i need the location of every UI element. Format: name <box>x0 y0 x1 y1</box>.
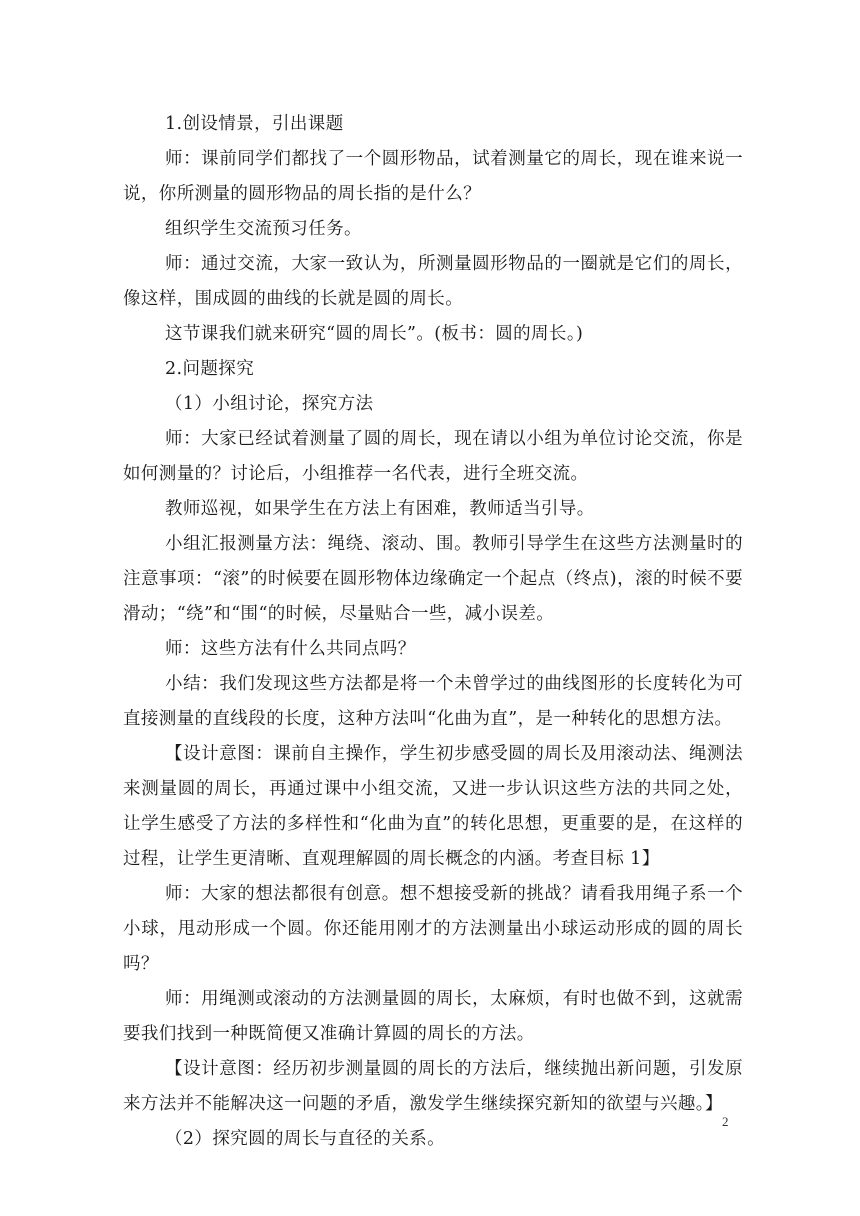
paragraph: 师：课前同学们都找了一个圆形物品，试着测量它的周长，现在谁来说一说，你所测量的圆形物品的周长指的是什么？ <box>123 149 743 204</box>
paragraph-summary: 小结：我们发现这些方法都是将一个未曾学过的曲线图形的长度转化为可直接测量的直线段的长度，这种方法叫“化曲为直”，是一种转化的思想方法。 <box>123 674 743 729</box>
paragraph: 师：用绳测或滚动的方法测量圆的周长，太麻烦，有时也做不到，这就需要我们找到一种既简便又准确计算圆的周长的方法。 <box>123 989 743 1044</box>
paragraph: 组织学生交流预习任务。 <box>165 219 362 239</box>
subheading-group-discussion: （1）小组讨论，探究方法 <box>165 394 374 414</box>
paragraph: 这节课我们就来研究“圆的周长”。(板书：圆的周长。) <box>165 324 584 344</box>
document-body <box>123 107 743 1157</box>
subheading-circumference-diameter: （2）探究圆的周长与直径的关系。 <box>165 1129 446 1149</box>
paragraph: 师：大家已经试着测量了圆的周长，现在请以小组为单位讨论交流，你是如何测量的？讨论后，小组推荐一名代表，进行全班交流。 <box>123 429 743 484</box>
heading-problem-exploration: 2.问题探究 <box>165 359 255 379</box>
paragraph: 师：这些方法有什么共同点吗？ <box>165 639 416 659</box>
paragraph: 师：通过交流，大家一致认为，所测量圆形物品的一圈就是它们的周长，像这样，围成圆的曲线的长就是圆的周长。 <box>123 254 743 309</box>
design-intent-note: 【设计意图：经历初步测量圆的周长的方法后，继续抛出新问题，引发原来方法并不能解决这一问题的矛盾，激发学生继续探究新知的欲望与兴趣。】 <box>123 1059 743 1114</box>
page-number: 2 <box>722 1114 729 1129</box>
heading-create-scenario: 1.创设情景，引出课题 <box>165 114 344 134</box>
design-intent-note: 【设计意图：课前自主操作，学生初步感受圆的周长及用滚动法、绳测法来测量圆的周长，再通过课中小组交流，又进一步认识这些方法的共同之处，让学生感受了方法的多样性和“化曲为直”的转化思想，更重要的是，在这样的过程，让学生更清晰、直观理解圆的周长概念的内涵。考查目标 1】 <box>123 744 743 869</box>
paragraph: 师：大家的想法都很有创意。想不想接受新的挑战？请看我用绳子系一个小球，甩动形成一个圆。你还能用刚才的方法测量出小球运动形成的圆的周长吗？ <box>123 884 743 974</box>
paragraph: 教师巡视，如果学生在方法上有困难，教师适当引导。 <box>165 499 595 519</box>
paragraph: 小组汇报测量方法：绳绕、滚动、围。教师引导学生在这些方法测量时的注意事项：“滚”的时候要在圆形物体边缘确定一个起点（终点)，滚的时候不要滑动；“绕”和“围“的时候，尽量贴合一些，减小误差。 <box>123 534 743 624</box>
